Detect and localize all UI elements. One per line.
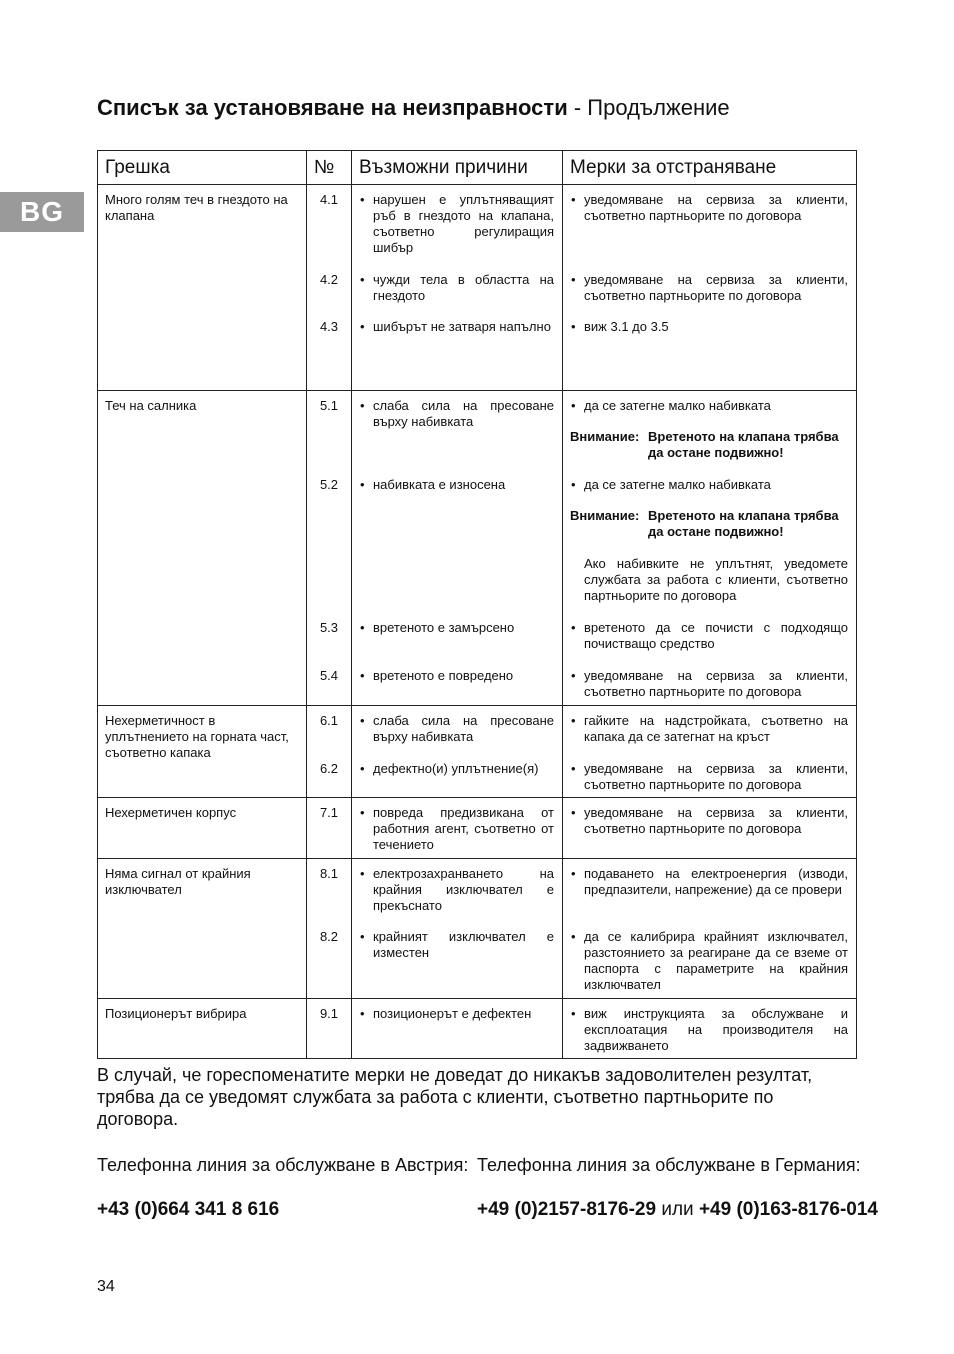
warning-note xyxy=(570,429,848,461)
causes-cell xyxy=(352,706,563,798)
cause-item: • вретеното е повредено xyxy=(359,668,554,684)
item-number: 5.3 xyxy=(319,620,339,635)
number-cell xyxy=(307,391,352,706)
remedies-cell xyxy=(563,859,857,999)
remedies-cell xyxy=(563,706,857,798)
warning-label: Внимание: xyxy=(570,508,640,523)
remedy-item: • гайките на надстройката, съответно на капака да се затегнат на кръст xyxy=(570,713,848,761)
remedy-item: • вретеното да се почисти с подходящо почистващо средство xyxy=(570,620,848,668)
causes-cell xyxy=(352,999,563,1059)
header-remedies: Мерки за отстраняване xyxy=(563,151,857,185)
hotline-germany-phones xyxy=(477,1199,878,1221)
remedy-item: • виж 3.1 до 3.5 xyxy=(570,319,848,335)
number-cell xyxy=(307,706,352,798)
page-title-main: Списък за установяване на неизправности xyxy=(97,95,568,120)
item-number: 5.1 xyxy=(319,398,339,413)
table-row xyxy=(98,999,857,1059)
remedy-item: • уведомяване на сервиза за клиенти, съответно партньорите по договора xyxy=(570,805,848,837)
table-row xyxy=(98,391,857,706)
remedies-cell xyxy=(563,999,857,1059)
page-number: 34 xyxy=(97,1278,115,1295)
fault-cell: Нехерметичен корпус xyxy=(98,798,307,859)
hotline-austria-label: Телефонна линия за обслужване в Австрия: xyxy=(97,1155,469,1175)
hotline-austria-phone xyxy=(97,1199,279,1221)
fault-cell: Много голям теч в гнездото на клапана xyxy=(98,185,307,391)
fault-cell: Няма сигнал от крайния изключвател xyxy=(98,859,307,999)
warning-text: Вретеното на клапана трябва да остане подвижно! xyxy=(648,429,839,460)
number-cell xyxy=(307,859,352,999)
item-number: 7.1 xyxy=(319,805,339,820)
header-causes: Възможни причини xyxy=(352,151,563,185)
page-title-suffix: - Продължение xyxy=(567,95,730,120)
table-row xyxy=(98,798,857,859)
number-cell xyxy=(307,798,352,859)
remedy-item: • уведомяване на сервиза за клиенти, съответно партньорите по договора xyxy=(570,761,848,793)
causes-cell xyxy=(352,185,563,391)
remedy-item: • виж инструкцията за обслужване и експлоатация на производителя на задвижването xyxy=(570,1006,848,1054)
remedy-group xyxy=(570,477,848,620)
table-row xyxy=(98,185,857,391)
item-number: 9.1 xyxy=(319,1006,339,1021)
remedies-cell xyxy=(563,185,857,391)
warning-label: Внимание: xyxy=(570,429,640,444)
cause-item: • набивката е износена xyxy=(359,477,554,620)
table-row xyxy=(98,706,857,798)
cause-item: • чужди тела в областта на гнездото xyxy=(359,272,554,319)
phone-number: +49 (0)2157-8176-29 xyxy=(477,1199,657,1220)
item-number: 4.3 xyxy=(319,319,339,334)
troubleshooting-table xyxy=(97,150,857,1059)
fault-cell: Нехерметичност в уплътнението на горната част, съответно капака xyxy=(98,706,307,798)
cause-item: • позиционерът е дефектен xyxy=(359,1006,554,1022)
item-number: 4.2 xyxy=(319,272,339,287)
cause-item: • слаба сила на пресоване върху набивката xyxy=(359,398,554,477)
item-number: 4.1 xyxy=(319,192,339,207)
causes-cell xyxy=(352,798,563,859)
remedy-item: • уведомяване на сервиза за клиенти, съответно партньорите по договора xyxy=(570,272,848,319)
item-number: 5.4 xyxy=(319,668,339,683)
causes-cell xyxy=(352,859,563,999)
causes-cell xyxy=(352,391,563,706)
phone-number: +49 (0)163-8176-014 xyxy=(698,1199,878,1220)
language-tab: BG xyxy=(0,192,84,232)
warning-note xyxy=(570,508,848,540)
cause-item: • дефектно(и) уплътнение(я) xyxy=(359,761,554,777)
page-title xyxy=(97,95,730,121)
phone-number: +43 (0)664 341 8 616 xyxy=(97,1199,280,1220)
fault-cell: Позиционерът вибрира xyxy=(98,999,307,1059)
cause-item: • вретеното е замърсено xyxy=(359,620,554,668)
remedy-item: • да се калибрира крайният изключвател, разстоянието за реагиране да се вземе от паспорта с параметрите на крайния изключвател xyxy=(570,929,848,993)
number-cell xyxy=(307,999,352,1059)
header-number: № xyxy=(307,151,352,185)
remedies-cell xyxy=(563,391,857,706)
item-number: 5.2 xyxy=(319,477,339,492)
remedy-item: • уведомяване на сервиза за клиенти, съответно партньорите по договора xyxy=(570,668,848,700)
remedy-item: • подаването на електроенергия (изводи, предпазители, напрежение) да се провери xyxy=(570,866,848,929)
cause-item: • повреда предизвикана от работния агент, съответно от течението xyxy=(359,805,554,853)
warning-text: Вретеното на клапана трябва да остане подвижно! xyxy=(648,508,839,539)
fault-cell: Теч на салника xyxy=(98,391,307,706)
remedy-item: • уведомяване на сервиза за клиенти, съответно партньорите по договора xyxy=(570,192,848,272)
item-number: 8.1 xyxy=(319,866,339,881)
cause-item: • нарушен е уплътняващият ръб в гнездото на клапана, съответно регулиращия шибър xyxy=(359,192,554,272)
remedy-item: • да се затегне малко набивката xyxy=(570,398,848,414)
item-number: 6.2 xyxy=(319,761,339,776)
remedy-group xyxy=(570,398,848,477)
cause-item: • електрозахранването на крайния изключвател е прекъснато xyxy=(359,866,554,929)
item-number: 8.2 xyxy=(319,929,339,944)
cause-item: • шибърът не затваря напълно xyxy=(359,319,554,335)
item-number: 6.1 xyxy=(319,713,339,728)
table-row xyxy=(98,859,857,999)
number-cell xyxy=(307,185,352,391)
remedy-item: • да се затегне малко набивката xyxy=(570,477,848,493)
cause-item: • слаба сила на пресоване върху набивката xyxy=(359,713,554,761)
hotline-germany-label: Телефонна линия за обслужване в Германия: xyxy=(477,1155,861,1175)
header-fault: Грешка xyxy=(98,151,307,185)
cause-item: • крайният изключвател е изместен xyxy=(359,929,554,961)
footer-note: В случай, че гореспоменатите мерки не доведат до никакъв задоволителен резултат, трябва да се уведомят службата за работа с клиенти, съответно партньорите по договора. xyxy=(97,1065,813,1129)
phone-separator: или xyxy=(656,1199,699,1220)
remedies-cell xyxy=(563,798,857,859)
table-header-row xyxy=(98,151,857,185)
remedy-extra-text: Ако набивките не уплътнят, уведомете службата за работа с клиенти, съответно партньорите по договора xyxy=(584,556,848,603)
